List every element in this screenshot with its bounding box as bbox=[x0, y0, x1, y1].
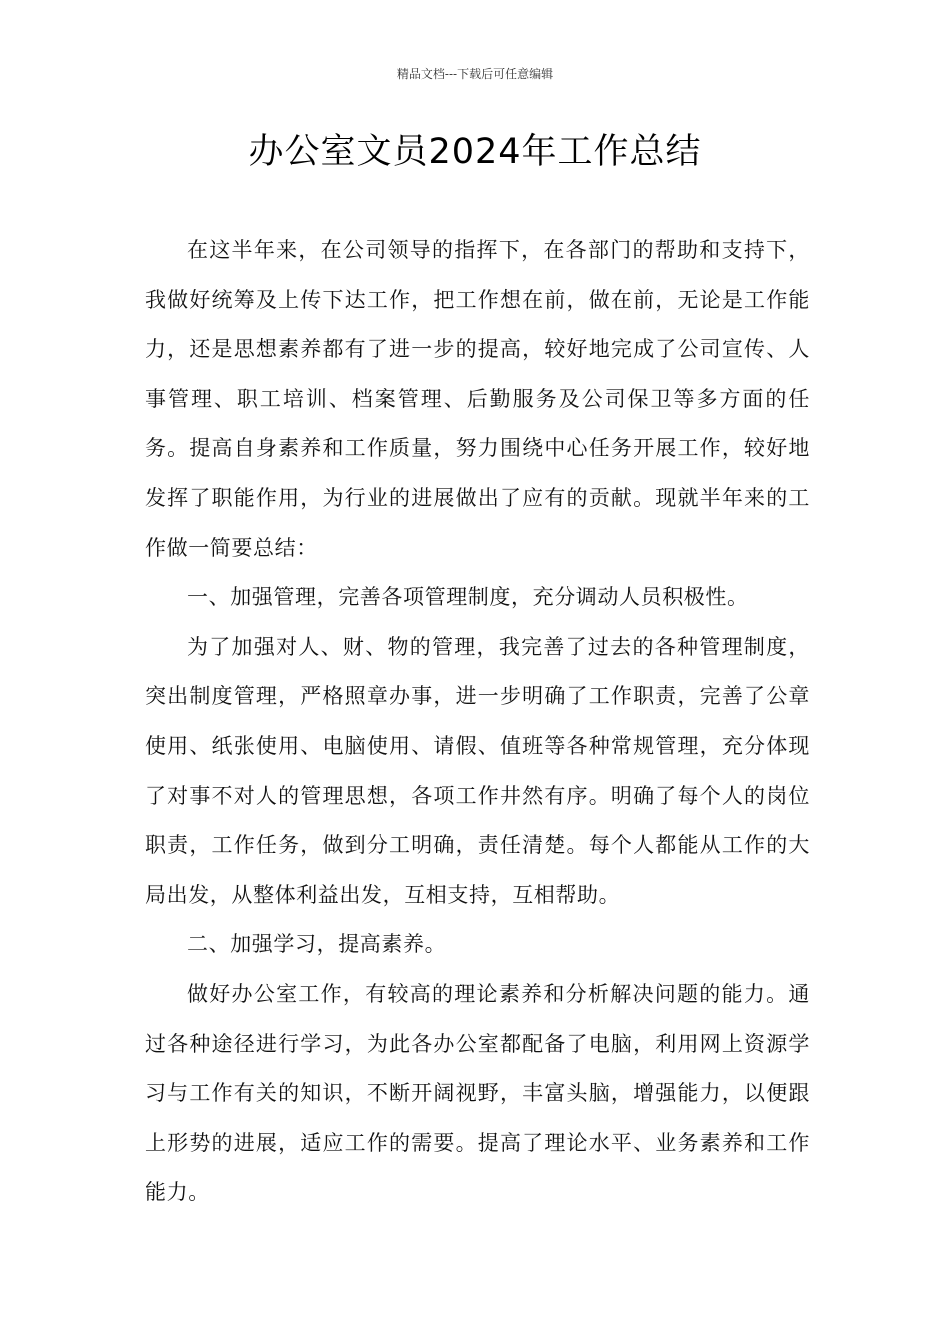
section-heading-study: 二、加强学习，提高素养。 bbox=[187, 932, 447, 957]
paragraph-intro: 在这半年来，在公司领导的指挥下，在各部门的帮助和支持下，我做好统筹及上传下达工作，把工作想在前，做在前，无论是工作能力，还是思想素养都有了进一步的提高，较好地完成了公司宣传、人事管理、职工培训、档案管理、后勤服务及公司保卫等多方面的任务。提高自身素养和工作质量，努力围绕中心任务开展工作，较好地发挥了职能作用，为行业的进展做出了应有的贡献。现就半年来的工作做一简要总结： bbox=[145, 238, 810, 560]
document-body bbox=[145, 226, 810, 1218]
section-heading-management: 一、加强管理，完善各项管理制度，充分调动人员积极性。 bbox=[187, 585, 749, 610]
header-note: 精品文档---下载后可任意编辑 bbox=[396, 67, 554, 81]
paragraph-management: 为了加强对人、财、物的管理，我完善了过去的各种管理制度，突出制度管理，严格照章办事，进一步明确了工作职责，完善了公章使用、纸张使用、电脑使用、请假、值班等各种常规管理，充分体现了对事不对人的管理思想，各项工作井然有序。明确了每个人的岗位职责，工作任务，做到分工明确，责任清楚。每个人都能从工作的大局出发，从整体利益出发，互相支持，互相帮助。 bbox=[145, 634, 810, 907]
document-title: 办公室文员2024年工作总结 bbox=[248, 132, 702, 172]
paragraph-study: 做好办公室工作，有较高的理论素养和分析解决问题的能力。通过各种途径进行学习，为此各办公室都配备了电脑，利用网上资源学习与工作有关的知识，不断开阔视野，丰富头脑，增强能力，以便跟上形势的进展，适应工作的需要。提高了理论水平、业务素养和工作能力。 bbox=[145, 981, 810, 1205]
